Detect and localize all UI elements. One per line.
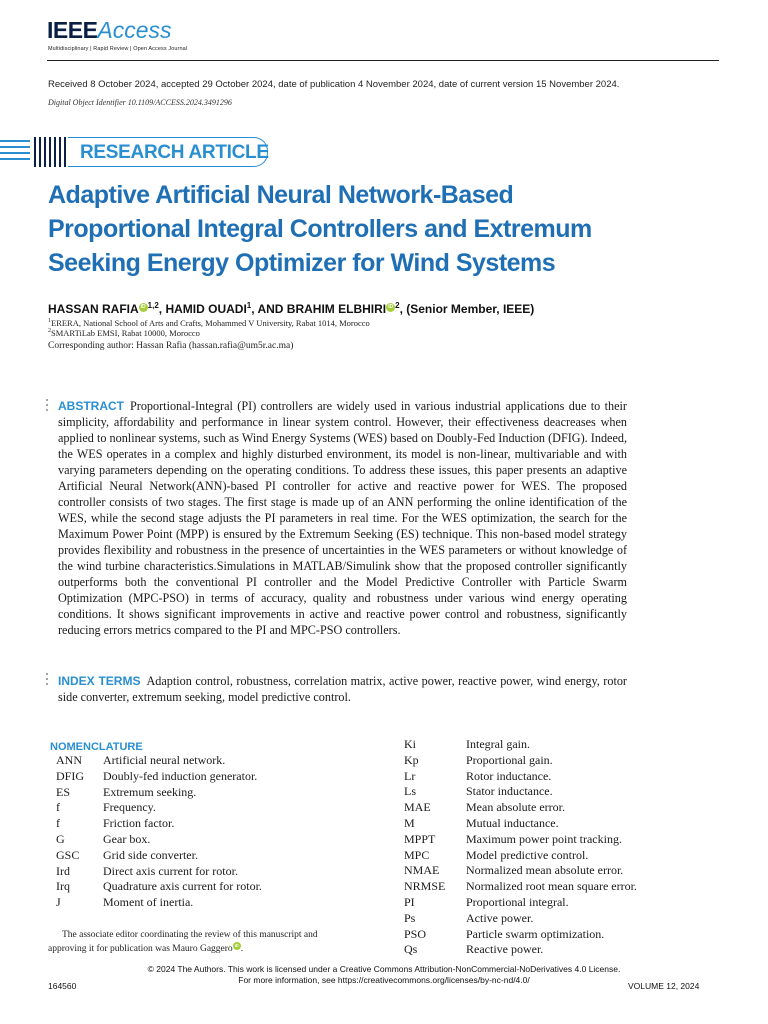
nomenclature-symbol: Ki xyxy=(404,737,416,751)
nomenclature-definition: Artificial neural network. xyxy=(103,753,226,767)
nomenclature-definition: Proportional gain. xyxy=(466,752,553,767)
nomenclature-title: NOMENCLATURE xyxy=(50,741,143,753)
nomenclature-symbol: PI xyxy=(404,894,415,909)
header-divider xyxy=(47,60,719,61)
license-link[interactable]: For more information, see https://creativecommons.org/licenses/by-nc-nd/4.0/ xyxy=(238,975,530,985)
banner-lines-icon xyxy=(0,136,68,168)
author-affil-sup: 1 xyxy=(246,301,252,310)
nomenclature-definition: Reactive power. xyxy=(466,942,544,957)
author-affil-sup: 2 xyxy=(395,301,400,310)
license-line: © 2024 The Authors. This work is licensed under a Creative Commons Attribution-NonCommercial-NoDerivatives 4.0 License. xyxy=(147,964,621,974)
nomenclature-symbol: Kp xyxy=(404,752,419,767)
nomenclature-symbol: MPC xyxy=(404,847,430,862)
nomenclature-row xyxy=(56,816,262,832)
nomenclature-row xyxy=(404,737,637,753)
author-name: HASSAN RAFIA xyxy=(48,302,139,316)
nomenclature-row xyxy=(56,848,262,864)
nomenclature-symbol: MPPT xyxy=(404,831,436,846)
nomenclature-row xyxy=(56,864,262,880)
article-type-label: RESEARCH ARTICLE xyxy=(80,142,269,163)
nomenclature-symbol: J xyxy=(56,895,61,910)
nomenclature-definition: Quadrature axis current for rotor. xyxy=(103,879,262,894)
orcid-icon[interactable]: iD xyxy=(388,304,394,310)
nomenclature-symbol: Qs xyxy=(404,942,418,957)
nomenclature-definition: Active power. xyxy=(466,910,534,925)
nomenclature-row xyxy=(56,832,262,848)
nomenclature-definition: Rotor inductance. xyxy=(466,768,552,783)
logo-tagline: Multidisciplinary | Rapid Review | Open Access Journal xyxy=(48,46,188,52)
nomenclature-symbol: PSO xyxy=(404,926,427,941)
logo-journal: Access xyxy=(97,17,172,43)
abstract-section xyxy=(58,398,627,638)
nomenclature-definition: Friction factor. xyxy=(103,816,175,831)
nomenclature-definition: Direct axis current for rotor. xyxy=(103,863,238,878)
nomenclature-right-column xyxy=(404,737,637,958)
abstract-text: Proportional-Integral (PI) controllers are widely used in various industrial applications due to their simplicity, affordability and performance in linear system control. However, their effectiveness deacreases when applied to nonlinear systems, such as Wind Energy Systems (WES) based on Doubly-Fed Induction (DFIG). Indeed, the WES operates in a complex and highly disturbed environment, its model is non-linear, multivariable and with varying parameters depending on the operating conditions. To address these issues, this paper presents an adaptive Artificial Neural Network(ANN)-based PI controller for active and reactive power for WES. The proposed controller consists of two stages. The first stage is made up of an ANN performing the online identification of the WES, while the second stage adjusts the PI parameters in real time. For the WES optimization, the search for the Maximum Power Point (MPP) is ensured by the Extremum Seeking (ES) technique. This non-based model strategy provides flexibility and robustness in the presence of uncertainties in the WES parameters or without knowledge of the wind turbine characteristics.Simulations in MATLAB/Simulink show that the proposed controller significantly outperforms both the conventional PI controller and the Model Predictive Controller with Particle Swarm Optimization (MPC-PSO) in terms of accuracy, quality and robustness under various wind energy operating conditions. It shows significant improvements in active and reactive power control and robustness, significantly reducing errors metrics compared to the PI and MPC-PSO controllers. xyxy=(58,399,627,637)
nomenclature-symbol: G xyxy=(56,831,65,846)
nomenclature-symbol: Ird xyxy=(56,863,70,878)
nomenclature-symbol: Lr xyxy=(404,768,416,783)
abstract-label: ABSTRACT xyxy=(58,399,124,413)
nomenclature-definition: Frequency. xyxy=(103,800,156,815)
affiliation xyxy=(48,328,200,338)
editor-footnote xyxy=(48,928,370,956)
nomenclature-row xyxy=(56,753,262,769)
page-number: 164560 xyxy=(48,981,77,991)
index-terms-text: Adaption control, robustness, correlation matrix, active power, reactive power, wind energy, rotor side converter, extremum seeking, model predictive control. xyxy=(58,674,627,704)
nomenclature-row xyxy=(404,832,637,848)
nomenclature-symbol: f xyxy=(56,800,60,815)
index-terms-label: INDEX TERMS xyxy=(58,674,141,688)
nomenclature-symbol: ES xyxy=(56,784,71,799)
author-name: , AND BRAHIM ELBHIRI xyxy=(251,302,387,316)
volume-label: VOLUME 12, 2024 xyxy=(628,981,700,991)
nomenclature-definition: Stator inductance. xyxy=(466,784,553,799)
affiliation-text: ERERA, National School of Arts and Crafts, Mohammed V University, Rabat 1014, Morocco xyxy=(51,318,370,328)
author-membership: , (Senior Member, IEEE) xyxy=(399,302,535,316)
received-dates: Received 8 October 2024, accepted 29 October 2024, date of publication 4 November 2024, date of current version 15 November 2024. xyxy=(48,79,620,90)
nomenclature-definition: Maximum power point tracking. xyxy=(466,831,622,846)
nomenclature-symbol: Irq xyxy=(56,879,70,894)
index-terms-section xyxy=(58,673,627,705)
nomenclature-symbol: NRMSE xyxy=(404,879,446,894)
nomenclature-definition: Proportional integral. xyxy=(466,894,569,909)
author-name: , HAMID OUADI xyxy=(158,302,247,316)
title-line: Seeking Energy Optimizer for Wind Systems xyxy=(48,249,556,277)
nomenclature-row xyxy=(404,800,637,816)
affiliation xyxy=(48,318,370,328)
section-dots-icon xyxy=(46,673,49,688)
journal-logo xyxy=(47,16,172,44)
nomenclature-row xyxy=(404,911,637,927)
footnote-line-end: . xyxy=(240,944,244,955)
nomenclature-symbol: f xyxy=(56,816,60,831)
nomenclature-definition: Mean absolute error. xyxy=(466,800,565,815)
nomenclature-definition: Grid side converter. xyxy=(103,847,198,862)
nomenclature-definition: Gear box. xyxy=(103,831,151,846)
nomenclature-row xyxy=(56,879,262,895)
nomenclature-row xyxy=(404,784,637,800)
footnote-line-2 xyxy=(48,942,370,956)
nomenclature-definition: Particle swarm optimization. xyxy=(466,926,605,941)
orcid-icon[interactable]: iD xyxy=(234,943,239,948)
affiliation-number: 1 xyxy=(48,318,51,325)
affiliation-text: SMARTiLab EMSI, Rabat 10000, Morocco xyxy=(51,328,200,338)
nomenclature-definition: Moment of inertia. xyxy=(103,895,194,910)
section-dots-icon xyxy=(46,399,49,414)
nomenclature-row xyxy=(56,769,262,785)
nomenclature-row xyxy=(404,816,637,832)
nomenclature-symbol: GSC xyxy=(56,847,80,862)
nomenclature-row xyxy=(56,785,262,801)
nomenclature-symbol: ANN xyxy=(56,753,82,767)
nomenclature-symbol: Ps xyxy=(404,910,416,925)
nomenclature-row xyxy=(404,863,637,879)
nomenclature-row xyxy=(404,753,637,769)
nomenclature-row xyxy=(404,927,637,943)
nomenclature-definition: Normalized mean absolute error. xyxy=(466,863,624,878)
nomenclature-symbol: NMAE xyxy=(404,863,440,878)
nomenclature-row xyxy=(56,895,262,911)
corresponding-author: Corresponding author: Hassan Rafia (hassan.rafia@um5r.ac.ma) xyxy=(48,341,294,351)
title-line: Proportional Integral Controllers and Extremum xyxy=(48,215,592,243)
nomenclature-definition: Integral gain. xyxy=(466,737,530,751)
nomenclature-definition: Extremum seeking. xyxy=(103,784,197,799)
nomenclature-symbol: DFIG xyxy=(56,768,85,783)
nomenclature-row xyxy=(404,879,637,895)
title-line: Adaptive Artificial Neural Network-Based xyxy=(48,181,514,209)
footnote-line: approving it for publication was Mauro Gaggero xyxy=(48,944,233,955)
nomenclature-symbol: M xyxy=(404,815,415,830)
nomenclature-row xyxy=(404,848,637,864)
nomenclature-row xyxy=(56,800,262,816)
logo-brand: IEEE xyxy=(47,17,98,43)
affiliation-number: 2 xyxy=(48,328,51,335)
author-affil-sup: 1,2 xyxy=(147,301,159,310)
nomenclature-definition: Doubly-fed induction generator. xyxy=(103,768,258,783)
nomenclature-row xyxy=(404,769,637,785)
nomenclature-row xyxy=(404,942,637,958)
author-list xyxy=(48,301,534,316)
nomenclature-symbol: Ls xyxy=(404,784,416,799)
nomenclature-row xyxy=(404,895,637,911)
footnote-line: The associate editor coordinating the review of this manuscript and xyxy=(62,930,318,940)
orcid-icon[interactable]: iD xyxy=(140,304,146,310)
nomenclature-definition: Mutual inductance. xyxy=(466,815,559,830)
paper-title xyxy=(48,178,688,280)
doi-line: Digital Object Identifier 10.1109/ACCESS.2024.3491296 xyxy=(48,98,232,107)
nomenclature-left-column xyxy=(56,753,262,911)
nomenclature-definition: Model predictive control. xyxy=(466,847,589,862)
nomenclature-symbol: MAE xyxy=(404,800,431,815)
nomenclature-definition: Normalized root mean square error. xyxy=(466,879,637,894)
